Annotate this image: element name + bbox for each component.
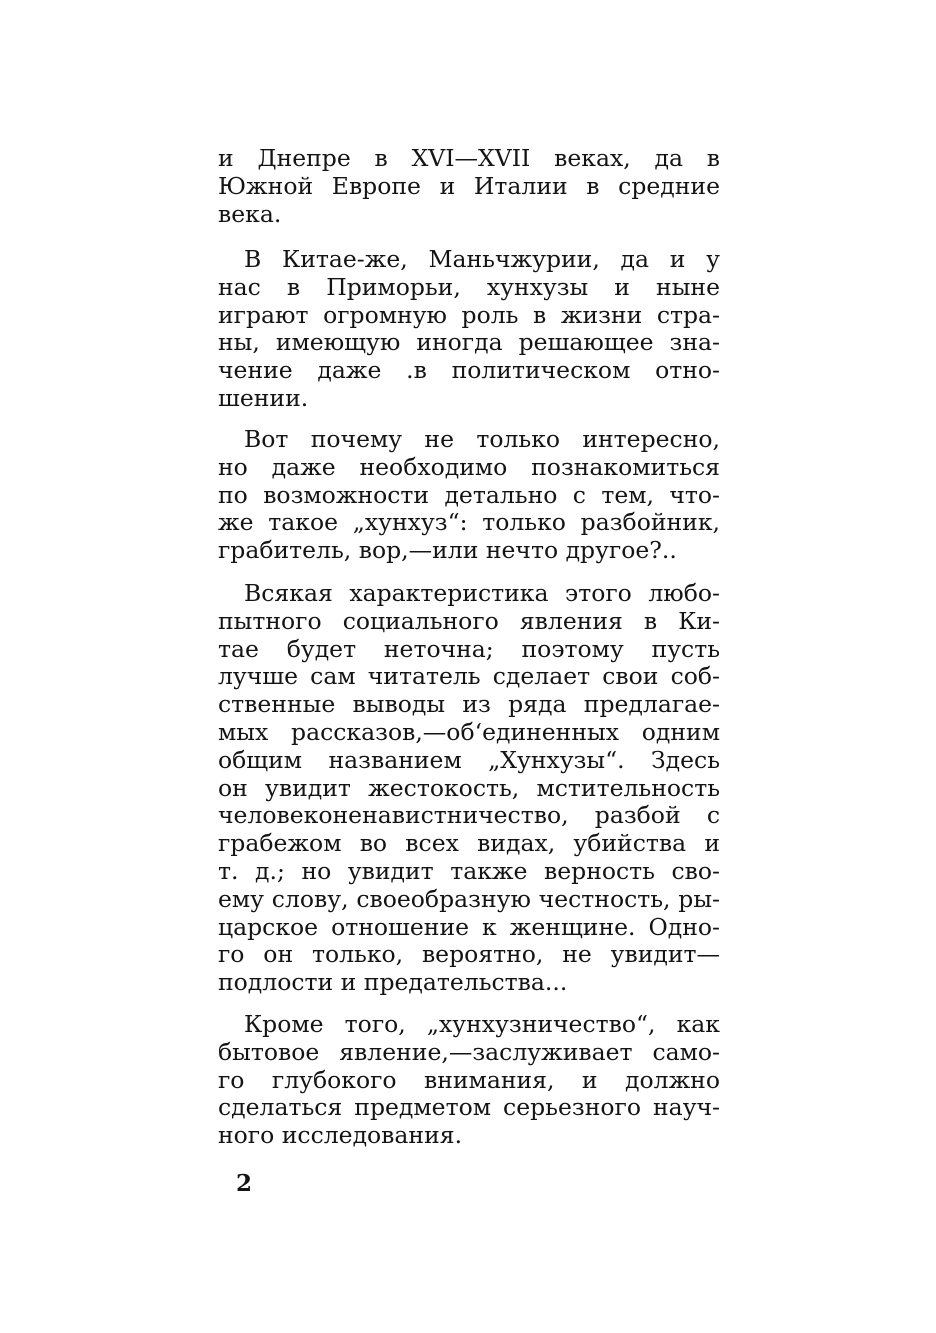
text-line: но даже необходимо познакомиться xyxy=(218,452,720,481)
text-line: ему слову, своеобразную честность, ры- xyxy=(218,884,720,913)
text-line: по возможности детально с тем, что- xyxy=(218,480,720,509)
text-line: ного исследования. xyxy=(218,1121,463,1150)
text-line: играют огромную роль в жизни стра- xyxy=(218,300,720,329)
text-line: подлости и предательства... xyxy=(218,968,568,997)
text-line: общим названием „Хунхузы“. Здесь xyxy=(218,745,720,774)
text-line: го он только, вероятно, не увидит— xyxy=(218,940,720,969)
paragraph-3 xyxy=(218,426,720,565)
text-line: бытовое явление,—заслуживает само- xyxy=(218,1037,720,1066)
text-line: грабитель, вор,—или нечто другое?.. xyxy=(218,536,677,565)
text-line: сделаться предметом серьезного науч- xyxy=(218,1093,720,1122)
text-line: Кроме того, „хунхузничество“, как xyxy=(244,1010,720,1038)
text-line: же такое „хунхуз“: только разбойник, xyxy=(218,508,720,537)
text-line: В Китае-же, Маньчжурии, да и у xyxy=(244,245,720,273)
text-line: человеконенавистничество, разбой с xyxy=(218,801,720,830)
paragraph-1 xyxy=(218,145,720,228)
text-line: ственные выводы из ряда предлагае- xyxy=(218,690,720,719)
text-line: грабежом во всех видах, убийства и xyxy=(218,829,720,858)
text-line: он увидит жестокость, мстительность xyxy=(218,773,720,802)
paragraph-5 xyxy=(218,1011,720,1150)
text-line: мых рассказов,—об‘единенных одним xyxy=(218,717,720,746)
text-line: т. д.; но увидит также верность сво- xyxy=(218,856,720,885)
text-line: чение даже .в политическом отно- xyxy=(218,356,720,385)
text-line: пытного социального явления в Ки- xyxy=(218,606,720,635)
text-line: Всякая характеристика этого любо- xyxy=(244,579,720,607)
text-line: ны, имеющую иногда решающее зна- xyxy=(218,328,720,357)
text-line: шении. xyxy=(218,383,309,412)
text-line: Вот почему не только интересно, xyxy=(244,425,720,453)
paragraph-4 xyxy=(218,580,720,997)
text-line: царское отношение к женщине. Одно- xyxy=(218,912,720,941)
text-line: тае будет неточна; поэтому пусть xyxy=(218,634,720,663)
text-line: Южной Европе и Италии в средние xyxy=(218,171,720,200)
page-number: 2 xyxy=(236,1170,253,1197)
text-line: и Днепре в XVI—XVII веках, да в xyxy=(218,144,720,172)
paragraph-2 xyxy=(218,246,720,413)
text-line: лучше сам читатель сделает свои соб- xyxy=(218,662,720,691)
text-line: го глубокого внимания, и должно xyxy=(218,1065,720,1094)
text-line: века. xyxy=(218,199,282,228)
text-line: нас в Приморьи, хунхузы и ныне xyxy=(218,272,720,301)
